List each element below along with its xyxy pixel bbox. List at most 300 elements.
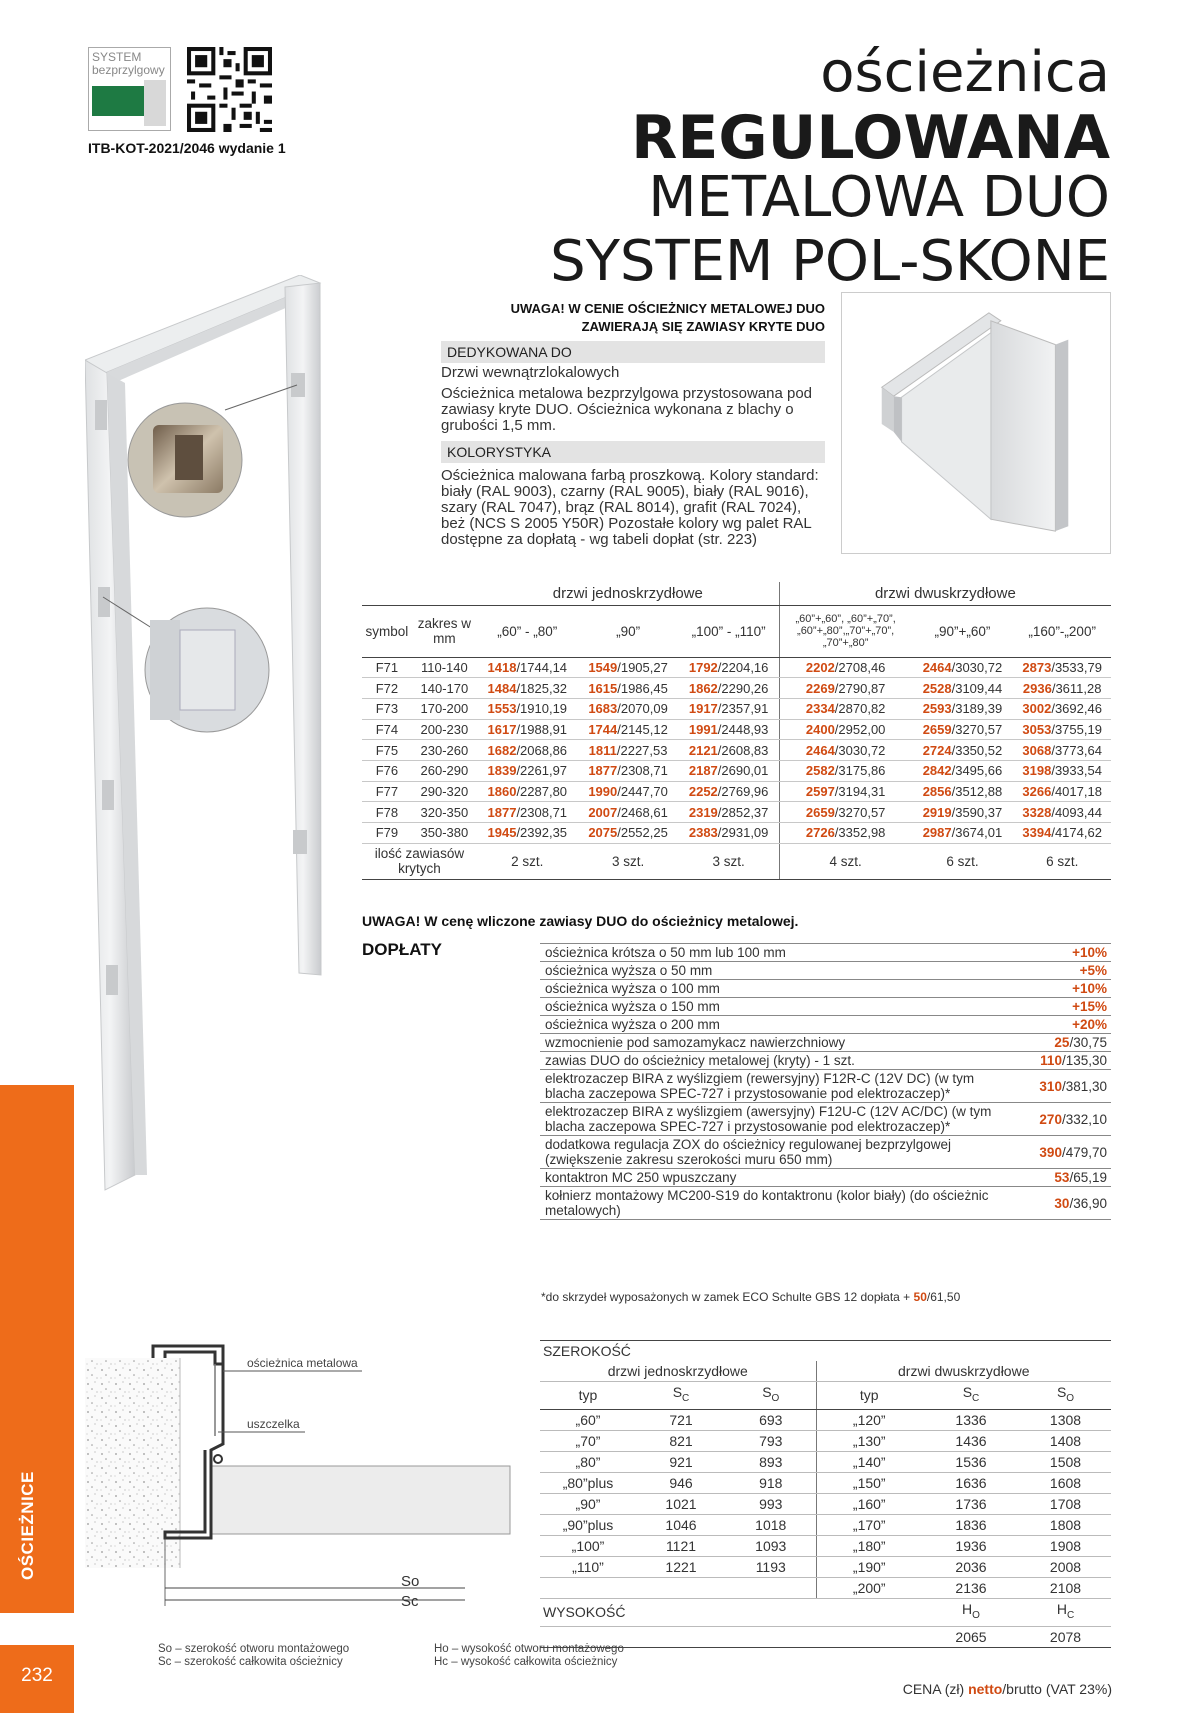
net-price: 2007	[588, 804, 618, 820]
price-cell	[912, 781, 1014, 802]
gross-price: /3175,86	[834, 763, 886, 779]
section-label: OŚCIEŻNICE	[18, 1471, 37, 1580]
gross-price: /3933,54	[1051, 763, 1102, 779]
net-price: 1860	[487, 783, 517, 799]
single-sc-cell: 946	[636, 1472, 726, 1493]
symbol-cell: F73	[362, 698, 412, 719]
notice-line-2: ZAWIERAJĄ SIĘ ZAWIASY KRYTE DUO	[581, 319, 825, 334]
net-price: 3053	[1022, 721, 1052, 737]
price-cell	[912, 719, 1014, 740]
net-price: 1945	[487, 825, 517, 841]
surcharges-table	[540, 943, 1111, 1220]
symbol-cell: F78	[362, 802, 412, 823]
surcharge-label: ościeżnica wyższa o 150 mm	[540, 998, 1001, 1016]
price-cell	[578, 657, 679, 678]
hdr-sc-double: $S_C$	[922, 1382, 1020, 1410]
single-sc-cell: 1021	[636, 1493, 726, 1514]
dedicated-heading: DEDYKOWANA DO	[441, 341, 825, 363]
price-row	[362, 719, 1111, 740]
price-cell	[912, 678, 1014, 699]
range-cell: 320-350	[412, 802, 477, 823]
price-cell	[477, 781, 578, 802]
label-seal: uszczelka	[247, 1417, 300, 1431]
hinges-count: 4 szt.	[779, 843, 911, 879]
gross-price: /2261,97	[516, 763, 568, 779]
col-range: zakres w mm	[412, 605, 477, 657]
net-price: 2659	[922, 721, 952, 737]
double-t-cell: „170”	[816, 1514, 922, 1535]
gross-price: /2708,46	[834, 659, 886, 675]
title-line-1: ościeżnica	[820, 40, 1110, 105]
surcharge-row	[540, 980, 1111, 998]
footnote-net: 50	[913, 1290, 927, 1304]
gross-price: /1825,32	[516, 680, 568, 696]
price-cell	[1013, 698, 1111, 719]
legend-sc: Sc – szerokość całkowita ościeżnicy	[158, 1656, 343, 1668]
surcharge-label: dodatkowa regulacja ZOX do ościeżnicy regulowanej bezprzylgowej (zwiększenie zakresu szerokości muru 650 mm)	[540, 1136, 1001, 1169]
net-price: 1683	[588, 701, 618, 717]
double-t-cell: „200”	[816, 1577, 922, 1598]
colors-text: Ościeżnica malowana farbą proszkową. Kolory standard: biały (RAL 9003), czarny (RAL 9005), biały (RAL 9016), szary (RAL 7047), brąz (RAL 8014), grafit (RAL 7024), beż (NCS S 2005 Y50R) Pozostałe kolory wg palet RAL dostępne za dopłatą - wg tabeli dopłat (str. 223)	[441, 467, 819, 548]
col-double-combos: „60”+„60”, „60”+„70”, „60”+„80”,„70”+„70”, „70”+„80”	[779, 605, 911, 657]
surcharge-value	[1001, 1052, 1111, 1070]
double-t-cell: „150”	[816, 1472, 922, 1493]
net-price: 1418	[487, 659, 517, 675]
net-price: 2464	[805, 742, 835, 758]
gross-price: /2468,61	[617, 804, 668, 820]
gross-price: /3495,66	[951, 763, 1003, 779]
price-cell	[678, 678, 779, 699]
price-row	[362, 823, 1111, 844]
gross-price: /2870,82	[834, 701, 886, 717]
symbol-cell: F71	[362, 657, 412, 678]
width-row	[540, 1409, 1111, 1430]
net-price: 2334	[805, 701, 835, 717]
gross-price: /2552,25	[617, 825, 668, 841]
col-100-110: „100” - „110”	[678, 605, 779, 657]
surcharge-value	[1001, 1169, 1111, 1187]
net-price: 2121	[688, 742, 718, 758]
price-cell	[578, 698, 679, 719]
range-cell: 140-170	[412, 678, 477, 699]
surcharge-row	[540, 1016, 1111, 1034]
height-title: WYSOKOŚĆ	[540, 1598, 922, 1626]
net-price: 2856	[922, 783, 952, 799]
gross-price: /3030,72	[951, 659, 1003, 675]
price-cell	[1013, 657, 1111, 678]
gross-price: /3270,57	[951, 721, 1003, 737]
surcharge-net: +5%	[1079, 963, 1107, 978]
width-row	[540, 1472, 1111, 1493]
gross-price: /3533,79	[1051, 659, 1102, 675]
price-cell	[779, 719, 911, 740]
gross-price: /3189,39	[951, 701, 1003, 717]
surcharge-label: elektrozaczep BIRA z wyślizgiem (rewersyjny) F12R-C (12V DC) (w tym blacha zaczepowa SPEC-727 i przystosowanie pod elektrozaczep)*	[540, 1070, 1001, 1103]
price-cell	[779, 823, 911, 844]
net-price: 1877	[588, 763, 618, 779]
price-cell	[779, 698, 911, 719]
price-row	[362, 678, 1111, 699]
dim-so: So	[401, 1573, 420, 1590]
single-so-cell: 693	[726, 1409, 816, 1430]
double-t-cell: „160”	[816, 1493, 922, 1514]
gross-price: /2068,86	[516, 742, 568, 758]
hdr-hc: $H_C$	[1020, 1598, 1111, 1626]
price-cell	[477, 678, 578, 699]
gross-price: /3194,31	[834, 783, 886, 799]
single-so-cell	[726, 1577, 816, 1598]
double-so-cell: 1808	[1020, 1514, 1111, 1535]
single-so-cell: 793	[726, 1430, 816, 1451]
net-price: 2936	[1022, 680, 1052, 696]
gross-price: /2608,83	[717, 742, 769, 758]
price-cell	[912, 823, 1014, 844]
page-number: 232	[21, 1665, 53, 1686]
single-t-cell: „90”	[540, 1493, 636, 1514]
notice-line-1: UWAGA! W CENIE OŚCIEŻNICY METALOWEJ DUO	[510, 301, 825, 316]
surcharge-value	[1001, 1034, 1111, 1052]
notice-bottom: UWAGA! W cenę wliczone zawiasy DUO do ościeżnicy metalowej.	[362, 913, 799, 929]
hinges-count: 3 szt.	[578, 843, 679, 879]
title-line-4: SYSTEM POL-SKONE	[550, 229, 1110, 294]
surcharge-value	[1001, 998, 1111, 1016]
width-row	[540, 1430, 1111, 1451]
width-row	[540, 1535, 1111, 1556]
price-cell	[578, 802, 679, 823]
price-cell	[779, 740, 911, 761]
net-price: 1792	[688, 659, 718, 675]
width-row	[540, 1577, 1111, 1598]
double-so-cell: 1708	[1020, 1493, 1111, 1514]
net-price: 2597	[805, 783, 835, 799]
price-row	[362, 698, 1111, 719]
surcharge-row	[540, 1187, 1111, 1220]
hinges-count: 6 szt.	[912, 843, 1014, 879]
price-cell	[678, 657, 779, 678]
single-sc-cell: 821	[636, 1430, 726, 1451]
double-so-cell: 1408	[1020, 1430, 1111, 1451]
double-sc-cell: 1736	[922, 1493, 1020, 1514]
symbol-cell: F79	[362, 823, 412, 844]
symbol-cell: F72	[362, 678, 412, 699]
price-cell	[477, 657, 578, 678]
net-price: 1917	[688, 701, 718, 717]
title-line-3: METALOWA DUO	[648, 165, 1110, 230]
double-sc-cell: 1836	[922, 1514, 1020, 1535]
surcharge-gross: /479,70	[1061, 1144, 1107, 1160]
net-price: 2400	[805, 721, 835, 737]
gross-price: /3270,57	[834, 804, 886, 820]
gross-price: /2308,71	[617, 763, 668, 779]
gross-price: /1910,19	[516, 701, 568, 717]
width-single: drzwi jednoskrzydłowe	[540, 1361, 816, 1382]
single-sc-cell: 1221	[636, 1556, 726, 1577]
dedicated-text-1: Drzwi wewnątrzlokalowych	[441, 364, 620, 381]
notice-hinges-included	[440, 300, 825, 336]
gross-price: /1988,91	[516, 721, 568, 737]
price-cell	[477, 719, 578, 740]
single-t-cell: „80”	[540, 1451, 636, 1472]
net-price: 2582	[805, 763, 835, 779]
frame-section-drawing	[85, 1338, 515, 1608]
gross-price: /3352,98	[834, 825, 886, 841]
net-price: 3394	[1022, 825, 1052, 841]
surcharge-net: 110	[1040, 1053, 1062, 1068]
price-note-a: CENA (zł)	[902, 1681, 969, 1697]
surcharge-gross: /332,10	[1061, 1111, 1107, 1127]
surcharge-net: 30	[1054, 1195, 1070, 1211]
col-90: „90”	[578, 605, 679, 657]
gross-price: /3030,72	[834, 742, 886, 758]
gross-price: /2287,80	[516, 783, 568, 799]
surcharge-label: kontaktron MC 250 wpuszczany	[540, 1169, 1001, 1187]
legend-ho: Ho – wysokość otworu montażowego	[434, 1643, 624, 1655]
width-row	[540, 1556, 1111, 1577]
price-cell	[779, 802, 911, 823]
group-single-door: drzwi jednoskrzydłowe	[477, 582, 779, 605]
gross-price: /2852,37	[717, 804, 769, 820]
surcharge-gross: /65,19	[1069, 1170, 1107, 1185]
surcharge-net: 390	[1039, 1144, 1062, 1160]
width-double: drzwi dwuskrzydłowe	[816, 1361, 1111, 1382]
price-cell	[912, 698, 1014, 719]
gross-price: /2357,91	[717, 701, 769, 717]
single-sc-cell: 721	[636, 1409, 726, 1430]
net-price: 1682	[487, 742, 517, 758]
hdr-so-double: $S_O$	[1020, 1382, 1111, 1410]
gross-price: /3350,52	[951, 742, 1003, 758]
price-cell	[1013, 802, 1111, 823]
gross-price: /4093,44	[1051, 804, 1102, 820]
qr-code-icon[interactable]	[187, 47, 272, 132]
net-price: 1484	[487, 680, 517, 696]
double-t-cell: „180”	[816, 1535, 922, 1556]
surcharge-row	[540, 1169, 1111, 1187]
price-cell	[1013, 781, 1111, 802]
net-price: 2319	[688, 804, 718, 820]
gross-price: /4174,62	[1051, 825, 1102, 841]
price-cell	[912, 760, 1014, 781]
price-cell	[779, 781, 911, 802]
legend-s	[158, 1643, 349, 1669]
surcharge-value	[1001, 1103, 1111, 1136]
price-cell	[779, 760, 911, 781]
symbol-cell: F75	[362, 740, 412, 761]
surcharge-net: 310	[1039, 1078, 1062, 1094]
price-cell	[477, 760, 578, 781]
net-price: 1877	[487, 804, 517, 820]
surcharge-value	[1001, 1016, 1111, 1034]
symbol-cell: F76	[362, 760, 412, 781]
range-cell: 230-260	[412, 740, 477, 761]
range-cell: 350-380	[412, 823, 477, 844]
symbol-cell: F77	[362, 781, 412, 802]
double-so-cell: 1908	[1020, 1535, 1111, 1556]
net-price: 1617	[487, 721, 517, 737]
net-price: 1744	[588, 721, 618, 737]
gross-price: /3512,88	[951, 783, 1003, 799]
price-cell	[678, 740, 779, 761]
width-title: SZEROKOŚĆ	[540, 1341, 1111, 1362]
price-row	[362, 760, 1111, 781]
hdr-sc-single: $S_C$	[636, 1382, 726, 1410]
price-cell	[578, 678, 679, 699]
hdr-so-single: $S_O$	[726, 1382, 816, 1410]
dedicated-text-2: Ościeżnica metalowa bezprzylgowa przystosowana pod zawiasy kryte DUO. Ościeżnica wykonana z blachy o grubości 1,5 mm.	[441, 385, 813, 434]
net-price: 2383	[688, 825, 718, 841]
double-so-cell: 2108	[1020, 1577, 1111, 1598]
gross-price: /2931,09	[717, 825, 769, 841]
surcharge-row	[540, 1103, 1111, 1136]
price-cell	[477, 823, 578, 844]
legend-hc: Hc – wysokość całkowita ościeżnicy	[434, 1656, 618, 1668]
hinges-row	[362, 843, 1111, 879]
net-price: 2252	[688, 783, 718, 799]
double-so-cell: 1508	[1020, 1451, 1111, 1472]
surcharge-net: +15%	[1072, 999, 1107, 1014]
net-price: 2659	[805, 804, 835, 820]
surcharge-row	[540, 962, 1111, 980]
net-price: 3198	[1022, 763, 1052, 779]
net-price: 2873	[1022, 659, 1052, 675]
double-sc-cell: 2136	[922, 1577, 1020, 1598]
gross-price: /3590,37	[951, 804, 1003, 820]
range-cell: 200-230	[412, 719, 477, 740]
surcharge-net: +20%	[1072, 1017, 1107, 1032]
surcharge-net: 270	[1039, 1111, 1062, 1127]
gross-price: /2290,26	[717, 680, 769, 696]
surcharge-value	[1001, 1136, 1111, 1169]
price-note-c: /brutto (VAT 23%)	[1002, 1681, 1112, 1697]
surcharges-heading: DOPŁATY	[362, 940, 442, 959]
gross-price: /4017,18	[1051, 783, 1102, 799]
gross-price: /1986,45	[617, 680, 668, 696]
single-so-cell: 993	[726, 1493, 816, 1514]
surcharge-footnote	[541, 1290, 960, 1304]
range-cell: 170-200	[412, 698, 477, 719]
gross-price: /3109,44	[951, 680, 1003, 696]
hinges-count: 6 szt.	[1013, 843, 1111, 879]
height-hc: 2078	[1020, 1626, 1111, 1647]
price-cell	[578, 760, 679, 781]
double-t-cell: „130”	[816, 1430, 922, 1451]
price-cell	[779, 657, 911, 678]
gross-price: /3773,64	[1051, 742, 1102, 758]
single-t-cell: „80”plus	[540, 1472, 636, 1493]
price-cell	[578, 781, 679, 802]
single-so-cell: 1093	[726, 1535, 816, 1556]
width-row	[540, 1493, 1111, 1514]
price-table	[362, 582, 1111, 880]
height-ho: 2065	[922, 1626, 1020, 1647]
frame-profile-photo	[841, 292, 1111, 554]
hinges-label: ilość zawiasów krytych	[362, 843, 477, 879]
surcharge-label: elektrozaczep BIRA z wyślizgiem (awersyjny) F12U-C (12V AC/DC) (w tym blacha zaczepowa SPEC-727 i przystosowanie pod elektrozaczep)*	[540, 1103, 1001, 1136]
net-price: 2075	[588, 825, 618, 841]
price-cell	[1013, 740, 1111, 761]
price-cell	[912, 802, 1014, 823]
surcharge-row	[540, 944, 1111, 962]
double-sc-cell: 1936	[922, 1535, 1020, 1556]
group-double-door: drzwi dwuskrzydłowe	[779, 582, 1111, 605]
net-price: 2724	[922, 742, 952, 758]
net-price: 2269	[805, 680, 835, 696]
surcharge-value	[1001, 962, 1111, 980]
width-row	[540, 1514, 1111, 1535]
gross-price: /2447,70	[617, 783, 668, 799]
surcharge-label: ościeżnica wyższa o 100 mm	[540, 980, 1001, 998]
surcharge-label: zawias DUO do ościeżnicy metalowej (kryty) - 1 szt.	[540, 1052, 1001, 1070]
gross-price: /2448,93	[717, 721, 769, 737]
single-so-cell: 918	[726, 1472, 816, 1493]
height-header-row	[540, 1598, 1111, 1626]
gross-price: /2392,35	[516, 825, 568, 841]
dim-sc: Sc	[401, 1593, 419, 1608]
single-so-cell: 893	[726, 1451, 816, 1472]
price-row	[362, 740, 1111, 761]
logo-line-2: bezprzylgowy	[92, 63, 165, 77]
price-cell	[678, 698, 779, 719]
surcharge-row	[540, 1052, 1111, 1070]
single-sc-cell	[636, 1577, 726, 1598]
price-cell	[912, 740, 1014, 761]
gross-price: /2227,53	[616, 742, 668, 758]
price-cell	[1013, 823, 1111, 844]
net-price: 3002	[1022, 701, 1052, 717]
price-cell	[1013, 678, 1111, 699]
surcharge-label: ościeżnica wyższa o 200 mm	[540, 1016, 1001, 1034]
single-t-cell	[540, 1577, 636, 1598]
price-cell	[678, 823, 779, 844]
title-line-2: REGULOWANA	[631, 103, 1110, 173]
net-price: 3266	[1022, 783, 1052, 799]
price-cell	[578, 719, 679, 740]
double-t-cell: „120”	[816, 1409, 922, 1430]
gross-price: /3755,19	[1051, 721, 1102, 737]
surcharge-row	[540, 1070, 1111, 1103]
surcharge-value	[1001, 980, 1111, 998]
price-cell	[578, 740, 679, 761]
hinges-count: 3 szt.	[678, 843, 779, 879]
net-price: 1991	[688, 721, 718, 737]
net-price: 2187	[688, 763, 718, 779]
price-cell	[1013, 760, 1111, 781]
net-price: 1549	[588, 659, 618, 675]
double-sc-cell: 1336	[922, 1409, 1020, 1430]
double-sc-cell: 2036	[922, 1556, 1020, 1577]
label-frame: ościeżnica metalowa	[247, 1356, 358, 1370]
single-t-cell: „70”	[540, 1430, 636, 1451]
price-cell	[578, 823, 679, 844]
symbol-cell: F74	[362, 719, 412, 740]
gross-price: /2204,16	[717, 659, 769, 675]
surcharge-net: 53	[1054, 1170, 1070, 1185]
price-cell	[678, 760, 779, 781]
price-cell	[779, 678, 911, 699]
surcharge-row	[540, 1034, 1111, 1052]
colors-heading: KOLORYSTYKA	[441, 441, 825, 463]
net-price: 1862	[688, 680, 718, 696]
footnote-text: *do skrzydeł wyposażonych w zamek ECO Schulte GBS 12 dopłata +	[541, 1290, 914, 1304]
gross-price: /2952,00	[834, 721, 886, 737]
net-price: 1839	[487, 763, 517, 779]
surcharge-gross: /381,30	[1061, 1078, 1107, 1094]
single-so-cell: 1018	[726, 1514, 816, 1535]
gross-price: /2690,01	[717, 763, 769, 779]
surcharge-value	[1001, 1070, 1111, 1103]
double-sc-cell: 1436	[922, 1430, 1020, 1451]
price-cell	[678, 719, 779, 740]
